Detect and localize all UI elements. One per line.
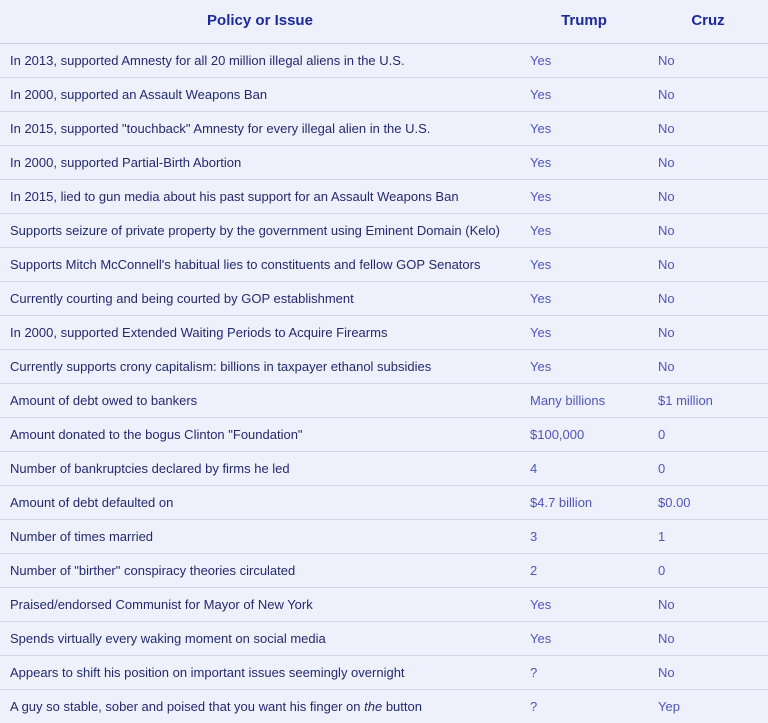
cell-cruz-value: No xyxy=(648,180,768,214)
cell-issue: Amount of debt defaulted on xyxy=(0,486,520,520)
cell-issue: Supports seizure of private property by the government using Eminent Domain (Kelo) xyxy=(0,214,520,248)
cell-issue: In 2015, supported "touchback" Amnesty for every illegal alien in the U.S. xyxy=(0,112,520,146)
cell-issue: Number of "birther" conspiracy theories circulated xyxy=(0,554,520,588)
cell-trump-value: Many billions xyxy=(520,384,648,418)
cell-issue: In 2013, supported Amnesty for all 20 million illegal aliens in the U.S. xyxy=(0,44,520,78)
table-row xyxy=(0,486,768,520)
column-header-cruz: Cruz xyxy=(648,0,768,44)
cell-trump-value: Yes xyxy=(520,316,648,350)
cell-trump-value: Yes xyxy=(520,248,648,282)
cell-cruz-value: No xyxy=(648,316,768,350)
cell-issue: Amount of debt owed to bankers xyxy=(0,384,520,418)
cell-trump-value: Yes xyxy=(520,350,648,384)
table-row xyxy=(0,350,768,384)
table-header xyxy=(0,0,768,44)
cell-cruz-value: No xyxy=(648,44,768,78)
table-row xyxy=(0,214,768,248)
table-row xyxy=(0,180,768,214)
table-row xyxy=(0,316,768,350)
cell-issue: Currently supports crony capitalism: billions in taxpayer ethanol subsidies xyxy=(0,350,520,384)
table-row xyxy=(0,248,768,282)
cell-issue: Number of times married xyxy=(0,520,520,554)
table-row xyxy=(0,146,768,180)
cell-trump-value: Yes xyxy=(520,180,648,214)
cell-trump-value: Yes xyxy=(520,282,648,316)
table-row xyxy=(0,656,768,690)
cell-trump-value: $100,000 xyxy=(520,418,648,452)
cell-issue: Spends virtually every waking moment on social media xyxy=(0,622,520,656)
column-header-issue: Policy or Issue xyxy=(0,0,520,44)
cell-cruz-value: Yep xyxy=(648,690,768,723)
cell-cruz-value: No xyxy=(648,656,768,690)
table-row xyxy=(0,78,768,112)
cell-cruz-value: 0 xyxy=(648,418,768,452)
cell-issue: Praised/endorsed Communist for Mayor of New York xyxy=(0,588,520,622)
cell-issue: Amount donated to the bogus Clinton "Foundation" xyxy=(0,418,520,452)
cell-cruz-value: 0 xyxy=(648,554,768,588)
table-body xyxy=(0,44,768,723)
cell-trump-value: 4 xyxy=(520,452,648,486)
cell-cruz-value: No xyxy=(648,622,768,656)
cell-issue: In 2015, lied to gun media about his past support for an Assault Weapons Ban xyxy=(0,180,520,214)
cell-cruz-value: No xyxy=(648,146,768,180)
table-row xyxy=(0,622,768,656)
column-header-trump: Trump xyxy=(520,0,648,44)
table-row xyxy=(0,452,768,486)
cell-issue: A guy so stable, sober and poised that you want his finger on the button xyxy=(0,690,520,723)
cell-cruz-value: No xyxy=(648,282,768,316)
cell-cruz-value: No xyxy=(648,214,768,248)
cell-cruz-value: No xyxy=(648,248,768,282)
cell-trump-value: Yes xyxy=(520,44,648,78)
table-row xyxy=(0,520,768,554)
cell-trump-value: $4.7 billion xyxy=(520,486,648,520)
cell-cruz-value: 0 xyxy=(648,452,768,486)
cell-trump-value: Yes xyxy=(520,112,648,146)
cell-cruz-value: No xyxy=(648,78,768,112)
cell-issue: In 2000, supported an Assault Weapons Ban xyxy=(0,78,520,112)
cell-trump-value: Yes xyxy=(520,146,648,180)
cell-cruz-value: No xyxy=(648,588,768,622)
cell-issue: In 2000, supported Extended Waiting Periods to Acquire Firearms xyxy=(0,316,520,350)
cell-issue: Supports Mitch McConnell's habitual lies to constituents and fellow GOP Senators xyxy=(0,248,520,282)
table-row xyxy=(0,690,768,723)
table-row xyxy=(0,282,768,316)
header-row xyxy=(0,0,768,44)
table-row xyxy=(0,112,768,146)
cell-cruz-value: No xyxy=(648,112,768,146)
table-row xyxy=(0,554,768,588)
table-row xyxy=(0,44,768,78)
cell-cruz-value: $0.00 xyxy=(648,486,768,520)
cell-issue: Currently courting and being courted by GOP establishment xyxy=(0,282,520,316)
cell-trump-value: ? xyxy=(520,690,648,723)
table-row xyxy=(0,384,768,418)
cell-cruz-value: $1 million xyxy=(648,384,768,418)
cell-trump-value: Yes xyxy=(520,214,648,248)
table-row xyxy=(0,588,768,622)
cell-trump-value: Yes xyxy=(520,622,648,656)
cell-trump-value: 2 xyxy=(520,554,648,588)
cell-trump-value: Yes xyxy=(520,588,648,622)
cell-issue: In 2000, supported Partial-Birth Abortion xyxy=(0,146,520,180)
table-row xyxy=(0,418,768,452)
cell-cruz-value: No xyxy=(648,350,768,384)
cell-trump-value: 3 xyxy=(520,520,648,554)
cell-trump-value: ? xyxy=(520,656,648,690)
cell-issue: Appears to shift his position on important issues seemingly overnight xyxy=(0,656,520,690)
cell-trump-value: Yes xyxy=(520,78,648,112)
emphasized-word: the xyxy=(364,699,382,714)
cell-issue: Number of bankruptcies declared by firms he led xyxy=(0,452,520,486)
cell-cruz-value: 1 xyxy=(648,520,768,554)
